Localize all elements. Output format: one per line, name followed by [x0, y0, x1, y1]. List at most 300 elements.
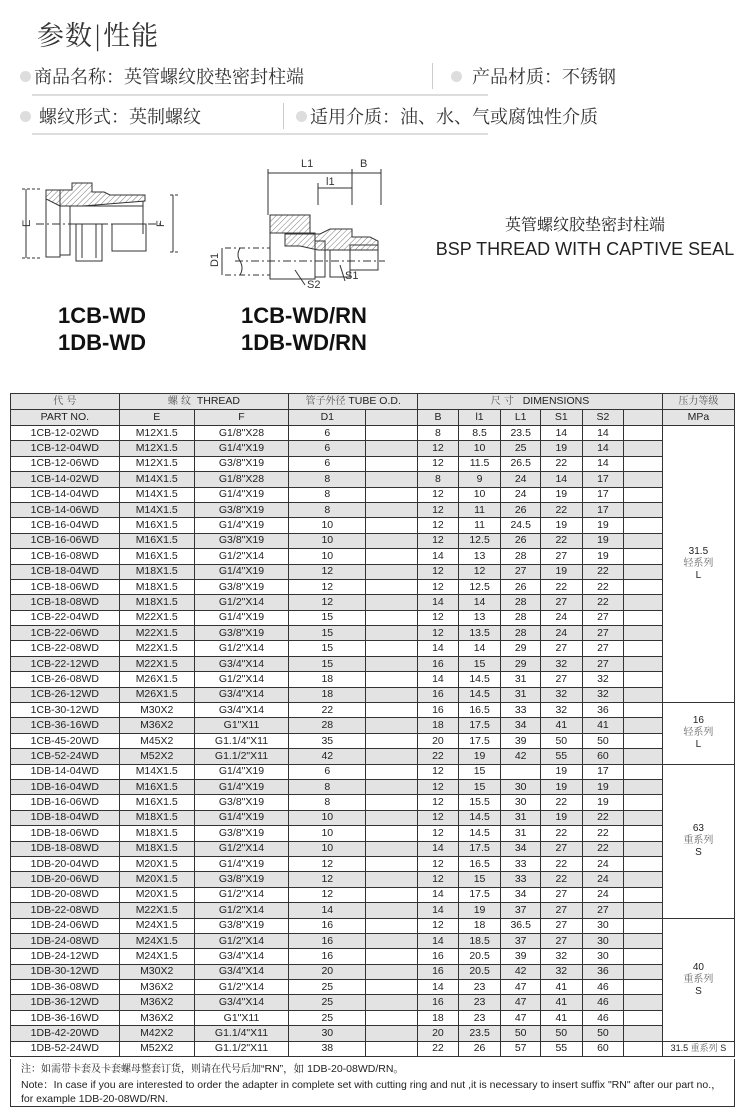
cell-d1: 10: [289, 549, 366, 564]
table-row: [11, 518, 735, 533]
cell-s1: 24: [540, 610, 582, 625]
spec-product-name: [20, 63, 420, 89]
bullet-icon: [451, 71, 462, 82]
svg-text:l1: l1: [326, 176, 335, 188]
cell-blank: [624, 656, 663, 671]
cell-f: G1"X11: [194, 718, 288, 733]
cell-s1: 27: [540, 841, 582, 856]
cell-s2: 17: [582, 764, 624, 779]
cell-part-no: 1CB-26-12WD: [11, 687, 120, 702]
cell-e: M22X1.5: [119, 641, 194, 656]
cell-blank: [366, 903, 418, 918]
table-row: [11, 733, 735, 748]
cell-blank: [366, 718, 418, 733]
cell-b: 16: [418, 687, 459, 702]
cell-s2: 27: [582, 626, 624, 641]
cell-blank: [366, 502, 418, 517]
header-l1-small: l1: [458, 410, 501, 426]
cell-s2: 27: [582, 641, 624, 656]
table-row: [11, 887, 735, 902]
cell-l1-small: 10: [458, 441, 501, 456]
cell-s1: 50: [540, 1026, 582, 1041]
cell-f: G3/8"X19: [194, 579, 288, 594]
table-row: [11, 626, 735, 641]
table-row: [11, 564, 735, 579]
cell-d1: 8: [289, 795, 366, 810]
cell-s2: 27: [582, 656, 624, 671]
cell-e: M36X2: [119, 995, 194, 1010]
cell-b: 12: [418, 918, 459, 933]
cell-f: G3/4"X14: [194, 703, 288, 718]
cell-s2: 46: [582, 1010, 624, 1025]
cell-blank: [366, 733, 418, 748]
cell-part-no: 1CB-16-08WD: [11, 549, 120, 564]
cell-l1-small: 23: [458, 980, 501, 995]
cell-e: M16X1.5: [119, 795, 194, 810]
thread-form-value: 英制螺纹: [129, 107, 201, 128]
table-row: [11, 610, 735, 625]
cell-blank: [366, 980, 418, 995]
cell-l1-small: 12.5: [458, 579, 501, 594]
cell-b: 12: [418, 487, 459, 502]
cell-f: G3/8"X19: [194, 502, 288, 517]
cell-e: M30X2: [119, 964, 194, 979]
cell-s2: 24: [582, 887, 624, 902]
cell-blank: [624, 1041, 663, 1056]
cell-f: G1/4"X19: [194, 441, 288, 456]
header-s2: S2: [582, 410, 624, 426]
cell-blank: [624, 841, 663, 856]
table-row: [11, 579, 735, 594]
cell-d1: 10: [289, 533, 366, 548]
cell-l1-small: 11: [458, 502, 501, 517]
cell-d1: 12: [289, 595, 366, 610]
cell-blank: [366, 964, 418, 979]
cell-d1: 25: [289, 980, 366, 995]
cell-part-no: 1DB-42-20WD: [11, 1026, 120, 1041]
cell-s2: 27: [582, 903, 624, 918]
cell-l1: 34: [501, 887, 541, 902]
cell-blank: [624, 718, 663, 733]
cell-s2: 41: [582, 718, 624, 733]
cell-l1: 33: [501, 856, 541, 871]
cell-s2: 17: [582, 472, 624, 487]
cell-s1: 14: [540, 426, 582, 441]
cell-b: 14: [418, 841, 459, 856]
cell-l1: 30: [501, 795, 541, 810]
cell-s2: 22: [582, 564, 624, 579]
cell-blank: [366, 656, 418, 671]
cell-f: G1/4"X19: [194, 564, 288, 579]
cell-l1: 24: [501, 472, 541, 487]
svg-text:F: F: [155, 220, 167, 227]
cell-e: M18X1.5: [119, 595, 194, 610]
cell-l1-small: 16.5: [458, 703, 501, 718]
cell-s1: 27: [540, 595, 582, 610]
cell-d1: 10: [289, 518, 366, 533]
cell-l1: 37: [501, 933, 541, 948]
table-row: [11, 687, 735, 702]
cell-b: 16: [418, 656, 459, 671]
cell-e: M22X1.5: [119, 626, 194, 641]
cell-s2: 30: [582, 918, 624, 933]
cell-blank: [366, 949, 418, 964]
cell-b: 12: [418, 810, 459, 825]
cell-b: 12: [418, 626, 459, 641]
cell-b: 12: [418, 856, 459, 871]
cell-blank: [624, 426, 663, 441]
cell-d1: 12: [289, 887, 366, 902]
cell-blank: [366, 995, 418, 1010]
cell-s2: 32: [582, 672, 624, 687]
header-f: F: [194, 410, 288, 426]
cell-part-no: 1DB-24-08WD: [11, 933, 120, 948]
cell-s2: 24: [582, 872, 624, 887]
table-row: [11, 672, 735, 687]
cell-l1-small: 15: [458, 764, 501, 779]
table-row: [11, 533, 735, 548]
cell-b: 12: [418, 441, 459, 456]
cell-e: M20X1.5: [119, 856, 194, 871]
cell-l1-small: 15: [458, 779, 501, 794]
cell-e: M52X2: [119, 1041, 194, 1056]
cell-l1: 28: [501, 610, 541, 625]
table-row: [11, 472, 735, 487]
cell-s1: 27: [540, 933, 582, 948]
cell-b: 8: [418, 426, 459, 441]
svg-text:D1: D1: [209, 252, 221, 267]
cell-s1: 41: [540, 718, 582, 733]
table-row: [11, 641, 735, 656]
cell-d1: 8: [289, 472, 366, 487]
cell-s2: 60: [582, 749, 624, 764]
cell-l1: 30: [501, 779, 541, 794]
pressure-rating-cell: 31.5 轻系列 L: [662, 426, 734, 703]
cell-s2: 19: [582, 533, 624, 548]
cell-e: M20X1.5: [119, 872, 194, 887]
cell-s1: 22: [540, 826, 582, 841]
cell-blank: [366, 426, 418, 441]
cell-s2: 14: [582, 426, 624, 441]
cell-f: G1/4"X19: [194, 810, 288, 825]
cell-s1: 32: [540, 703, 582, 718]
cell-l1: 34: [501, 841, 541, 856]
cell-blank: [624, 487, 663, 502]
cell-part-no: 1DB-20-08WD: [11, 887, 120, 902]
cell-part-no: 1DB-22-08WD: [11, 903, 120, 918]
cell-blank: [624, 518, 663, 533]
cell-f: G3/4"X14: [194, 687, 288, 702]
cell-blank: [366, 549, 418, 564]
cell-s1: 19: [540, 779, 582, 794]
cell-part-no: 1DB-16-04WD: [11, 779, 120, 794]
product-title-cn: 英管螺纹胶垫密封柱端: [504, 215, 665, 234]
table-row: [11, 903, 735, 918]
cell-f: G1/2"X14: [194, 595, 288, 610]
cell-l1: 28: [501, 549, 541, 564]
cell-f: G1/2"X14: [194, 672, 288, 687]
cell-s2: 14: [582, 441, 624, 456]
cell-l1-small: 9: [458, 472, 501, 487]
cell-s1: 14: [540, 472, 582, 487]
cell-b: 14: [418, 672, 459, 687]
cell-f: G3/4"X14: [194, 656, 288, 671]
cell-blank: [624, 687, 663, 702]
header-mpa: MPa: [662, 410, 734, 426]
cell-part-no: 1CB-36-16WD: [11, 718, 120, 733]
cell-d1: 18: [289, 672, 366, 687]
cell-part-no: 1DB-36-16WD: [11, 1010, 120, 1025]
table-row: [11, 949, 735, 964]
pressure-rating-cell: 31.5 重系列 S: [662, 1041, 734, 1056]
cell-part-no: 1CB-22-08WD: [11, 641, 120, 656]
cell-l1: 39: [501, 949, 541, 964]
cell-blank: [366, 672, 418, 687]
cell-e: M20X1.5: [119, 887, 194, 902]
cell-blank: [624, 918, 663, 933]
cell-part-no: 1CB-45-20WD: [11, 733, 120, 748]
cell-b: 12: [418, 533, 459, 548]
cell-b: 16: [418, 703, 459, 718]
cell-blank: [624, 1010, 663, 1025]
cell-l1-small: 10: [458, 487, 501, 502]
cell-blank: [366, 918, 418, 933]
cell-e: M36X2: [119, 718, 194, 733]
cell-s2: 30: [582, 933, 624, 948]
cell-s1: 19: [540, 518, 582, 533]
cell-b: 14: [418, 595, 459, 610]
cell-l1-small: 20.5: [458, 964, 501, 979]
cell-l1: 33: [501, 872, 541, 887]
cell-l1-small: 23: [458, 1010, 501, 1025]
table-row: [11, 718, 735, 733]
model-label-left: [58, 302, 146, 356]
material-label: 产品材质：: [472, 67, 562, 88]
cell-s1: 22: [540, 579, 582, 594]
cell-b: 12: [418, 795, 459, 810]
header-e: E: [119, 410, 194, 426]
cell-b: 16: [418, 949, 459, 964]
product-title: [430, 213, 740, 261]
cell-blank: [624, 856, 663, 871]
cell-f: G1/4"X19: [194, 779, 288, 794]
cell-l1: 23.5: [501, 426, 541, 441]
cell-s1: 22: [540, 856, 582, 871]
cell-s2: 50: [582, 1026, 624, 1041]
cell-blank: [366, 487, 418, 502]
cell-b: 22: [418, 1041, 459, 1056]
divider: [32, 133, 488, 135]
cell-b: 12: [418, 564, 459, 579]
cell-l1-small: 26: [458, 1041, 501, 1056]
header-s1: S1: [540, 410, 582, 426]
cell-f: G1.1/4"X11: [194, 733, 288, 748]
cell-d1: 28: [289, 718, 366, 733]
header-blank: [366, 410, 418, 426]
cell-part-no: 1DB-24-06WD: [11, 918, 120, 933]
cell-s2: 22: [582, 841, 624, 856]
cell-blank: [366, 826, 418, 841]
svg-text:S1: S1: [345, 270, 359, 282]
cell-blank: [624, 441, 663, 456]
cell-blank: [624, 579, 663, 594]
cell-f: G3/8"X19: [194, 626, 288, 641]
table-row: [11, 779, 735, 794]
cell-e: M14X1.5: [119, 487, 194, 502]
cell-part-no: 1CB-12-06WD: [11, 456, 120, 471]
cell-blank: [366, 472, 418, 487]
cell-blank: [366, 579, 418, 594]
cell-part-no: 1DB-30-12WD: [11, 964, 120, 979]
cell-f: G3/8"X19: [194, 918, 288, 933]
model-1db-wd: 1DB-WD: [58, 330, 146, 355]
table-row: [11, 426, 735, 441]
header-blank: [624, 410, 663, 426]
cell-part-no: 1CB-12-04WD: [11, 441, 120, 456]
header-tube-od: 管子外径 TUBE O.D.: [289, 394, 418, 410]
cell-b: 12: [418, 779, 459, 794]
model-1cb-wd-rn: 1CB-WD/RN: [241, 303, 367, 328]
cell-d1: 6: [289, 426, 366, 441]
header-part-no: PART NO.: [11, 410, 120, 426]
table-row: [11, 1041, 735, 1056]
header-d1: D1: [289, 410, 366, 426]
cell-part-no: 1CB-14-02WD: [11, 472, 120, 487]
cell-blank: [624, 887, 663, 902]
model-1cb-wd: 1CB-WD: [58, 303, 146, 328]
cell-blank: [624, 564, 663, 579]
cell-l1: 57: [501, 1041, 541, 1056]
footnote-en: Note：In case if you are interested to order the adapter in complete set with cutting ring and nut ,it is necessary to insert suffix "RN" after our part no.，for example 1DB-20-08WD/RN.: [21, 1078, 722, 1105]
cell-b: 14: [418, 933, 459, 948]
cell-blank: [366, 887, 418, 902]
header-pressure-cn: 压力等级: [662, 394, 734, 410]
cell-blank: [624, 764, 663, 779]
cell-s1: 22: [540, 456, 582, 471]
cell-part-no: 1CB-52-24WD: [11, 749, 120, 764]
table-row: [11, 872, 735, 887]
cell-l1-small: 17.5: [458, 718, 501, 733]
cell-e: M16X1.5: [119, 549, 194, 564]
cell-s1: 27: [540, 672, 582, 687]
cell-d1: 38: [289, 1041, 366, 1056]
table-row: [11, 826, 735, 841]
cell-f: G1/8"X28: [194, 472, 288, 487]
cell-part-no: 1DB-20-04WD: [11, 856, 120, 871]
cell-d1: 15: [289, 626, 366, 641]
cell-blank: [624, 779, 663, 794]
cell-f: G3/4"X14: [194, 964, 288, 979]
table-body: [11, 426, 735, 1057]
cell-part-no: 1DB-18-08WD: [11, 841, 120, 856]
cell-part-no: 1CB-16-06WD: [11, 533, 120, 548]
cell-b: 14: [418, 641, 459, 656]
product-name-label: 商品名称：: [34, 67, 124, 88]
cell-f: G1/2"X14: [194, 549, 288, 564]
cell-e: M36X2: [119, 1010, 194, 1025]
cell-blank: [366, 564, 418, 579]
cell-d1: 25: [289, 995, 366, 1010]
cell-blank: [624, 964, 663, 979]
cell-l1: 27: [501, 564, 541, 579]
cell-b: 16: [418, 964, 459, 979]
cell-b: 14: [418, 549, 459, 564]
cell-blank: [624, 810, 663, 825]
cell-l1: 24: [501, 487, 541, 502]
cell-f: G3/8"X19: [194, 533, 288, 548]
cell-part-no: 1CB-18-06WD: [11, 579, 120, 594]
medium-value: 油、水、气或腐蚀性介质: [400, 107, 598, 128]
product-name-value: 英管螺纹胶垫密封柱端: [124, 67, 304, 88]
cell-l1-small: 14.5: [458, 826, 501, 841]
cell-e: M22X1.5: [119, 903, 194, 918]
cell-blank: [366, 933, 418, 948]
cell-l1: 42: [501, 749, 541, 764]
cell-d1: 8: [289, 779, 366, 794]
cell-blank: [366, 1026, 418, 1041]
table-row: [11, 502, 735, 517]
cell-s2: 32: [582, 687, 624, 702]
cell-l1: 24.5: [501, 518, 541, 533]
cell-s2: 19: [582, 549, 624, 564]
thread-form-label: 螺纹形式：: [39, 107, 129, 128]
cell-e: M16X1.5: [119, 779, 194, 794]
table-row: [11, 549, 735, 564]
cell-part-no: 1DB-16-06WD: [11, 795, 120, 810]
product-title-en: BSP THREAD WITH CAPTIVE SEAL: [435, 239, 735, 259]
medium-label: 适用介质：: [310, 107, 400, 128]
cell-f: G1/4"X19: [194, 487, 288, 502]
bullet-icon: [296, 111, 307, 122]
cell-l1: 34: [501, 718, 541, 733]
table-row: [11, 1026, 735, 1041]
cell-part-no: 1CB-22-06WD: [11, 626, 120, 641]
cell-l1-small: 20.5: [458, 949, 501, 964]
cell-b: 8: [418, 472, 459, 487]
cell-b: 14: [418, 980, 459, 995]
table-row: [11, 764, 735, 779]
cell-f: G1/2"X14: [194, 641, 288, 656]
cell-l1-small: 11.5: [458, 456, 501, 471]
cell-d1: 8: [289, 502, 366, 517]
cell-e: M18X1.5: [119, 579, 194, 594]
cell-d1: 12: [289, 564, 366, 579]
cell-blank: [366, 687, 418, 702]
cell-blank: [624, 472, 663, 487]
cell-l1: 33: [501, 703, 541, 718]
cell-l1: 29: [501, 641, 541, 656]
spec-material: [451, 63, 616, 89]
cell-blank: [624, 626, 663, 641]
cell-s1: 41: [540, 1010, 582, 1025]
cell-l1-small: 23: [458, 995, 501, 1010]
cell-l1: 26: [501, 502, 541, 517]
cell-f: G1/8"X28: [194, 426, 288, 441]
cell-l1-small: 14: [458, 595, 501, 610]
cell-e: M14X1.5: [119, 502, 194, 517]
cell-f: G3/8"X19: [194, 456, 288, 471]
cell-blank: [624, 903, 663, 918]
cell-s2: 22: [582, 826, 624, 841]
cell-part-no: 1DB-20-06WD: [11, 872, 120, 887]
cell-s1: 32: [540, 949, 582, 964]
cell-d1: 15: [289, 610, 366, 625]
cell-blank: [366, 841, 418, 856]
cell-b: 12: [418, 872, 459, 887]
cell-blank: [624, 641, 663, 656]
cell-e: M18X1.5: [119, 564, 194, 579]
cell-e: M22X1.5: [119, 656, 194, 671]
